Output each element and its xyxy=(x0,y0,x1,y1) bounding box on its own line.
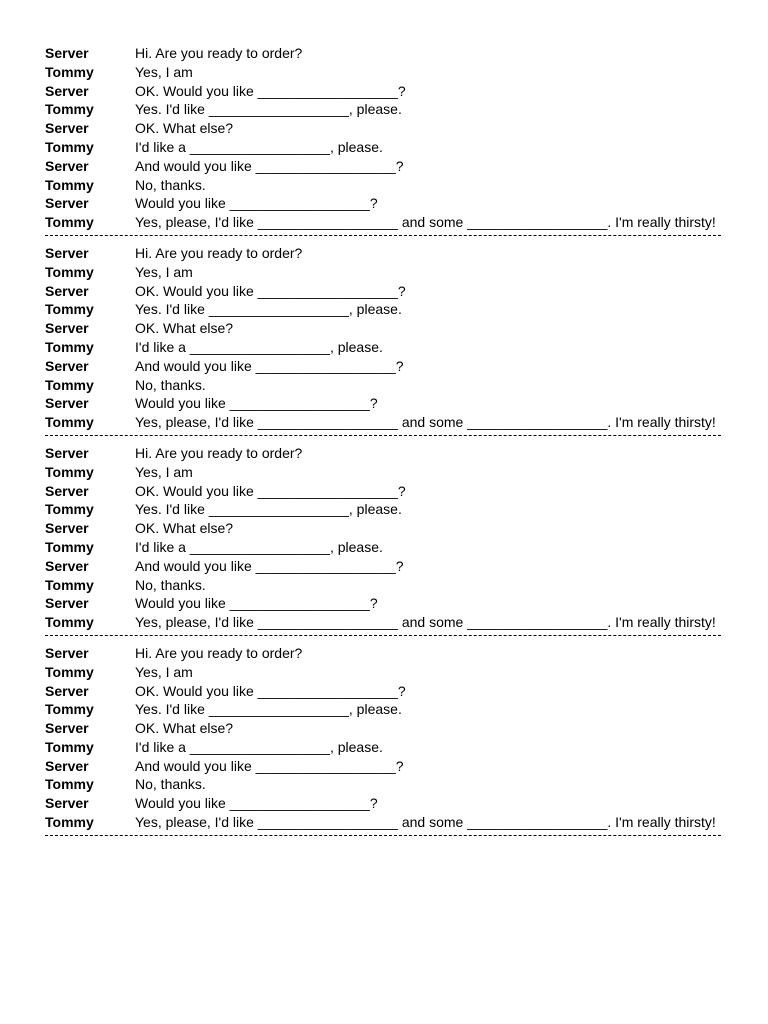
utterance-text: Yes, I am xyxy=(135,663,193,680)
dialogue-line xyxy=(45,682,721,701)
utterance-text: I'd like a __________________, please. xyxy=(135,138,383,155)
speaker-label: Tommy xyxy=(45,663,94,680)
speaker-label: Server xyxy=(45,795,89,812)
dialogue-line xyxy=(45,319,721,338)
dialogue-line xyxy=(45,463,721,482)
dialogue-line xyxy=(45,357,721,376)
speaker-label: Tommy xyxy=(45,814,94,831)
dialogue-line xyxy=(45,519,721,538)
speaker-label: Tommy xyxy=(45,376,94,393)
dialogue-line xyxy=(45,119,721,138)
speaker-label: Server xyxy=(45,195,89,212)
dialogue-line xyxy=(45,300,721,319)
dialogue-line xyxy=(45,44,721,63)
utterance-text: Would you like __________________? xyxy=(135,395,378,412)
utterance-text: OK. Would you like __________________? xyxy=(135,282,406,299)
utterance-text: OK. What else? xyxy=(135,320,234,337)
dialogue-line xyxy=(45,100,721,119)
dialogue-line xyxy=(45,613,721,632)
dialogue-line xyxy=(45,244,721,263)
utterance-text: Would you like __________________? xyxy=(135,795,378,812)
utterance-text: No, thanks. xyxy=(135,376,206,393)
utterance-text: Yes, please, I'd like __________________ and some __________________. I'm really thirsty! xyxy=(135,614,716,631)
dialogue-block-3 xyxy=(45,444,721,632)
utterance-text: OK. Would you like __________________? xyxy=(135,482,406,499)
utterance-text: And would you like __________________? xyxy=(135,757,404,774)
dialogue-line xyxy=(45,500,721,519)
utterance-text: And would you like __________________? xyxy=(135,357,404,374)
utterance-text: Yes, please, I'd like __________________ and some __________________. I'm really thirsty! xyxy=(135,214,716,231)
dialogue-line xyxy=(45,338,721,357)
dialogue-line xyxy=(45,700,721,719)
utterance-text: OK. What else? xyxy=(135,520,234,537)
utterance-text: OK. What else? xyxy=(135,720,234,737)
speaker-label: Server xyxy=(45,320,89,337)
speaker-label: Tommy xyxy=(45,576,94,593)
dialogue-line xyxy=(45,394,721,413)
speaker-label: Tommy xyxy=(45,263,94,280)
utterance-text: I'd like a __________________, please. xyxy=(135,338,383,355)
utterance-text: OK. Would you like __________________? xyxy=(135,82,406,99)
dialogue-line xyxy=(45,557,721,576)
dashed-divider xyxy=(45,635,721,636)
utterance-text: Would you like __________________? xyxy=(135,195,378,212)
speaker-label: Tommy xyxy=(45,738,94,755)
dialogue-line xyxy=(45,594,721,613)
utterance-text: Hi. Are you ready to order? xyxy=(135,45,303,61)
dialogue-line xyxy=(45,538,721,557)
speaker-label: Server xyxy=(45,595,89,612)
speaker-label: Server xyxy=(45,520,89,537)
dialogue-line xyxy=(45,176,721,195)
speaker-label: Tommy xyxy=(45,101,94,118)
speaker-label: Tommy xyxy=(45,338,94,355)
speaker-label: Server xyxy=(45,644,89,661)
dialogue-line xyxy=(45,413,721,432)
dialogue-line xyxy=(45,82,721,101)
speaker-label: Tommy xyxy=(45,463,94,480)
utterance-text: OK. What else? xyxy=(135,120,234,137)
utterance-text: Yes, please, I'd like __________________ and some __________________. I'm really thirsty! xyxy=(135,414,716,431)
dialogue-line xyxy=(45,719,721,738)
dialogue-block-2 xyxy=(45,244,721,432)
utterance-text: No, thanks. xyxy=(135,776,206,793)
speaker-label: Tommy xyxy=(45,138,94,155)
utterance-text: Yes. I'd like __________________, please. xyxy=(135,501,402,518)
speaker-label: Server xyxy=(45,282,89,299)
dialogue-line xyxy=(45,194,721,213)
utterance-text: No, thanks. xyxy=(135,176,206,193)
dashed-divider xyxy=(45,835,721,836)
dialogue-line xyxy=(45,738,721,757)
utterance-text: I'd like a __________________, please. xyxy=(135,538,383,555)
dialogue-line xyxy=(45,282,721,301)
dialogue-block-4 xyxy=(45,644,721,832)
dialogue-block-1 xyxy=(45,44,721,232)
dialogue-line xyxy=(45,482,721,501)
speaker-label: Server xyxy=(45,557,89,574)
speaker-label: Server xyxy=(45,244,89,261)
utterance-text: And would you like __________________? xyxy=(135,157,404,174)
dialogue-line xyxy=(45,775,721,794)
speaker-label: Tommy xyxy=(45,614,94,631)
speaker-label: Tommy xyxy=(45,776,94,793)
speaker-label: Server xyxy=(45,482,89,499)
dialogue-line xyxy=(45,213,721,232)
speaker-label: Server xyxy=(45,757,89,774)
utterance-text: I'd like a __________________, please. xyxy=(135,738,383,755)
utterance-text: No, thanks. xyxy=(135,576,206,593)
speaker-label: Server xyxy=(45,682,89,699)
dialogue-line xyxy=(45,644,721,663)
utterance-text: Yes. I'd like __________________, please. xyxy=(135,301,402,318)
speaker-label: Tommy xyxy=(45,176,94,193)
utterance-text: Yes, I am xyxy=(135,463,193,480)
speaker-label: Tommy xyxy=(45,63,94,80)
speaker-label: Server xyxy=(45,45,89,61)
dialogue-line xyxy=(45,757,721,776)
speaker-label: Server xyxy=(45,82,89,99)
speaker-label: Tommy xyxy=(45,301,94,318)
speaker-label: Server xyxy=(45,720,89,737)
utterance-text: OK. Would you like __________________? xyxy=(135,682,406,699)
dialogue-line xyxy=(45,263,721,282)
speaker-label: Tommy xyxy=(45,414,94,431)
dialogue-line xyxy=(45,138,721,157)
utterance-text: And would you like __________________? xyxy=(135,557,404,574)
dialogue-line xyxy=(45,376,721,395)
utterance-text: Hi. Are you ready to order? xyxy=(135,444,303,461)
dialogue-line xyxy=(45,813,721,832)
speaker-label: Tommy xyxy=(45,214,94,231)
utterance-text: Yes. I'd like __________________, please. xyxy=(135,101,402,118)
utterance-text: Yes, I am xyxy=(135,263,193,280)
dialogue-line xyxy=(45,444,721,463)
dashed-divider xyxy=(45,235,721,236)
utterance-text: Yes, I am xyxy=(135,63,193,80)
speaker-label: Server xyxy=(45,120,89,137)
speaker-label: Server xyxy=(45,157,89,174)
dialogue-line xyxy=(45,663,721,682)
speaker-label: Tommy xyxy=(45,501,94,518)
utterance-text: Yes. I'd like __________________, please. xyxy=(135,701,402,718)
dialogue-line xyxy=(45,157,721,176)
dialogue-line xyxy=(45,794,721,813)
speaker-label: Server xyxy=(45,395,89,412)
speaker-label: Tommy xyxy=(45,701,94,718)
utterance-text: Yes, please, I'd like __________________ and some __________________. I'm really thirsty! xyxy=(135,814,716,831)
dialogue-line xyxy=(45,63,721,82)
dialogue-line xyxy=(45,576,721,595)
utterance-text: Would you like __________________? xyxy=(135,595,378,612)
dashed-divider xyxy=(45,435,721,436)
utterance-text: Hi. Are you ready to order? xyxy=(135,244,303,261)
speaker-label: Tommy xyxy=(45,538,94,555)
speaker-label: Server xyxy=(45,444,89,461)
worksheet-document xyxy=(45,44,721,844)
utterance-text: Hi. Are you ready to order? xyxy=(135,644,303,661)
speaker-label: Server xyxy=(45,357,89,374)
